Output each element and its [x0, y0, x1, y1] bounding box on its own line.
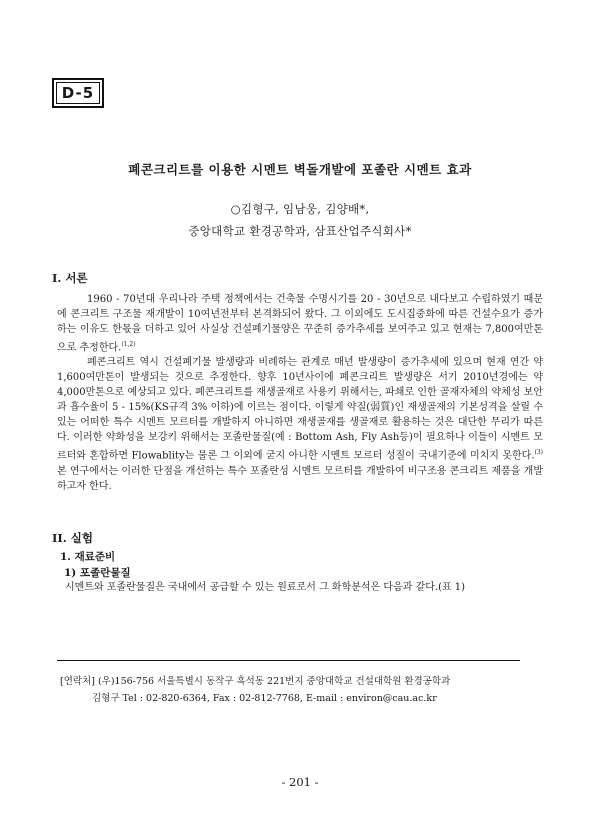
paragraph-2-text: 폐콘크리트 역시 건설폐기물 발생량과 비례하는 관계로 매년 발생량이 증가추세에 있으며 현재 연간 약 1,600여만톤이 발생되는 것으로 추정한다. 향후 10년사이에 폐콘크리트 발생량은 서기 2010년경에는 약 4,000만톤으로 예상되고 있다. 폐콘크리트를 재생골재로 사용키 위해서는, 파쇄로 인한 골재자체의 약체성 보안과 흡수율이 5 - 15%(KS규격 3% 이하)에 이르는 점이다. 이렇게 약질(弱質)인 재생골재의 기본성격을 살릴 수 있는 어떠한 특수 시멘트 모르터를 개발하지 아니하면 재생골재를 생골재로 활용하는 것은 대단한 무리가 따른다. 이러한 약화성을 보강키 위해서는 포졸란물질(예 : Bottom Ash, Fly Ash등)이 필요하나 이들이 시멘트 모르터와 혼합하면 Flowablity는 물론 그 이외에 굳지 아니한 시멘트 모르터 성질이 국내기준에 미치지 못한다.	[57, 357, 543, 462]
paragraph-2-citation: (3)	[534, 449, 543, 457]
contact-phone-email: 김형구 Tel : 02-820-6364, Fax : 02-812-7768, E-mail : environ@cau.ac.kr	[92, 693, 437, 704]
introduction-body	[57, 292, 543, 494]
contact-address: [연락처] (우)156-756 서울특별시 동작구 흑석동 221번지 중앙대학교 건설대학원 환경공학과	[60, 676, 451, 687]
experiment-body	[57, 580, 543, 595]
footnote-divider	[57, 660, 520, 661]
paragraph-2	[57, 355, 543, 493]
affiliation: 중앙대학교 환경공학과, 삼표산업주식회사*	[188, 224, 412, 238]
author-list: ○김형구, 임남웅, 김양배*,	[230, 202, 370, 216]
paragraph-1-citation: (1,2)	[121, 341, 136, 348]
session-code-box: D-5	[52, 78, 104, 108]
contact-info	[60, 673, 540, 707]
paragraph-1-text: 1960 - 70년대 우리나라 주택 정책에서는 건축물 수명시기를 20 - 30년으로 내다보고 수립하였기 때문에 콘크리트 구조물 재개발이 10여년전부터 본격화되어 왔다. 그 이외에도 도시집중화에 따른 건설수요가 증가하는 이유도 한몫을 더하고 있어 사실상 건설폐기물양은 꾸준히 증가추세를 보여주고 있고 현재는 7,800여만톤으로 추정한다.	[57, 294, 543, 354]
subsection-pozzolan: 1) 포졸란물질	[64, 567, 131, 579]
page-number: - 201 -	[281, 775, 319, 789]
paper-title: 폐콘크리트를 이용한 시멘트 벽돌개발에 포졸란 시멘트 효과	[128, 162, 472, 177]
paragraph-1	[57, 292, 543, 355]
paragraph-2-end: 본 연구에서는 이러한 단점을 개선하는 특수 포졸란성 시멘트 모르터를 개발하여 비구조용 콘크리트 제품을 개발하고자 한다.	[57, 465, 543, 492]
subsection-materials: 1. 재료준비	[60, 551, 116, 563]
section-heading-experiment: II. 실험	[52, 531, 93, 545]
paragraph-3: 시멘트와 포졸란물질은 국내에서 공급할 수 있는 원료로서 그 화학분석은 다음과 같다.(표 1)	[65, 582, 466, 593]
section-heading-introduction: I. 서론	[52, 271, 88, 285]
